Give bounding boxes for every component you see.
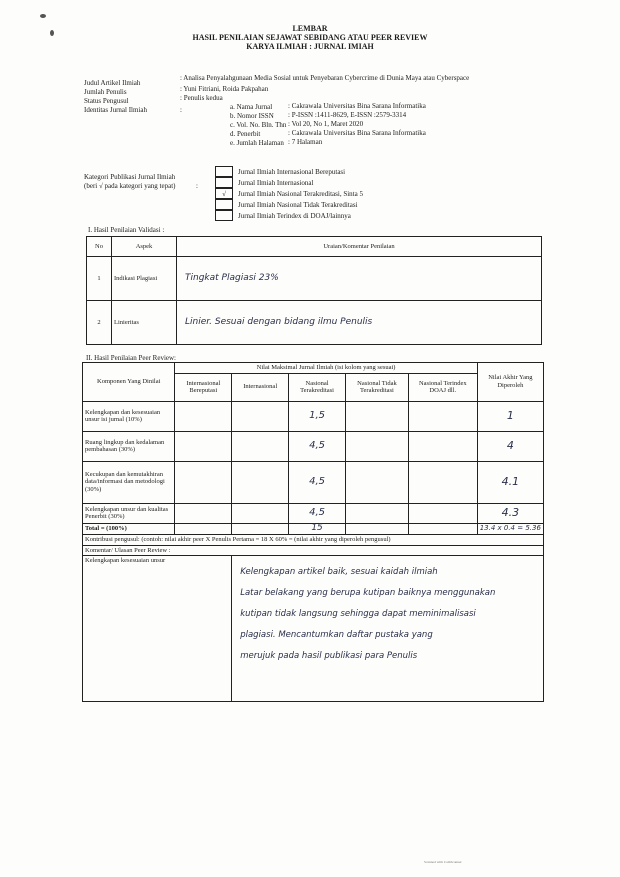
total-label: Total = (100%) — [83, 523, 175, 534]
head-uraian: Uraian/Komentar Penilaian — [177, 237, 542, 257]
subhead: Internasional Bereputasi — [175, 373, 232, 401]
komentar-line: Kelengkapan artikel baik, sesuai kaidah ilmiah — [240, 567, 438, 577]
validasi-table — [86, 236, 542, 345]
judul-label: Judul Artikel Ilmiah — [84, 79, 141, 87]
row-aspek: Linieritas — [112, 301, 177, 345]
judul-value: : Analisa Penyalahgunaan Media Sosial untuk Penyebaran Cybercrime di Dunia Maya atau Cyberspace — [180, 74, 470, 82]
row-komponen: Kecukupan dan kemutakhiran data/informasi dan metodologi (30%) — [83, 461, 175, 503]
table-row — [87, 301, 542, 345]
kontribusi-note: Kontribusi pengusul: (contoh: nilai akhir peer X Penulis Pertama = 18 X 60% = (nilai akhir yang diperoleh pengusul) — [83, 534, 544, 545]
komentar-line: plagiasi. Mencantumkan daftar pustaka yang — [240, 630, 433, 640]
komentar-aspek: Kelengkapan kesesuaian unsur — [83, 556, 232, 702]
peer-section-title: II. Hasil Penilaian Peer Review: — [86, 354, 177, 362]
scan-speck — [40, 14, 46, 18]
identitas-key: d. Penerbit — [230, 130, 261, 138]
identitas-value: : P-ISSN :1411-8629, E-ISSN :2579-3314 — [288, 111, 407, 119]
kategori-checkbox[interactable]: √ — [215, 188, 233, 199]
row-nasional: 4,5 — [289, 461, 346, 503]
kategori-checkbox[interactable] — [215, 166, 233, 177]
header-line-1: LEMBAR — [292, 24, 328, 33]
kategori-colon: : — [196, 182, 198, 190]
kategori-hint: (beri √ pada kategori yang tepat) — [84, 182, 176, 190]
komentar-line: Latar belakang yang berupa kutipan baiknya menggunakan — [240, 588, 496, 598]
head-komponen: Komponen Yang Dinilai — [83, 363, 175, 402]
row-komponen: Kelengkapan dan kesesuaian unsur isi jurnal (10%) — [83, 401, 175, 431]
head-nilai-max: Nilai Maksimal Jurnal Ilmiah (isi kolom yang sesuai) — [175, 363, 477, 374]
total-akhir: 13.4 x 0.4 = 5.36 — [477, 523, 543, 534]
row-no: 2 — [87, 301, 112, 345]
identitas-value: : Vol 20, No 1, Maret 2020 — [288, 120, 364, 128]
identitas-value: : Cakrawala Universitas Bina Sarana Informatika — [288, 102, 426, 110]
head-aspek: Aspek — [112, 237, 177, 257]
row-komentar: Linier. Sesuai dengan bidang ilmu Penulis — [177, 301, 542, 345]
komentar-box — [232, 556, 544, 702]
row-akhir: 4.1 — [477, 461, 543, 503]
head-nilai-akhir: Nilai Akhir Yang Diperoleh — [477, 363, 543, 402]
subhead: Nasional Terakreditasi — [289, 373, 346, 401]
identitas-key: e. Jumlah Halaman — [230, 139, 284, 147]
identitas-key: b. Nomor ISSN — [230, 112, 274, 120]
header-line-2: HASIL PENILAIAN SEJAWAT SEBIDANG ATAU PEER REVIEW — [192, 33, 428, 42]
kategori-option-label: Jurnal Ilmiah Terindex di DOAJ/lainnya — [238, 212, 351, 220]
subhead: Nasional Tidak Terakreditasi — [346, 373, 409, 401]
kategori-checkbox[interactable] — [215, 177, 233, 188]
row-no: 1 — [87, 257, 112, 301]
table-row — [83, 461, 544, 503]
row-komponen: Kelengkapan unsur dan kualitas Penerbit (30%) — [83, 503, 175, 523]
table-row — [83, 503, 544, 523]
kategori-option-label: Jurnal Ilmiah Internasional — [238, 179, 314, 187]
row-nasional: 4,5 — [289, 431, 346, 461]
row-akhir: 1 — [477, 401, 543, 431]
identitas-key: c. Vol. No. Bln. Thn — [230, 121, 287, 129]
row-akhir: 4.3 — [477, 503, 543, 523]
identitas-key: a. Nama Jurnal — [230, 103, 273, 111]
scan-footer: Scanned with CamScanner — [424, 860, 462, 864]
table-row — [83, 401, 544, 431]
row-aspek: Indikasi Plagiasi — [112, 257, 177, 301]
row-komentar: Tingkat Plagiasi 23% — [177, 257, 542, 301]
kategori-option-label: Jurnal Ilmiah Nasional Terakreditasi, Sinta 5 — [238, 190, 363, 198]
table-row — [87, 257, 542, 301]
komentar-line: merujuk pada hasil publikasi para Penulis — [240, 651, 418, 661]
kategori-option-label: Jurnal Ilmiah Internasional Bereputasi — [238, 168, 346, 176]
row-nasional: 1,5 — [289, 401, 346, 431]
kategori-option-label: Jurnal Ilmiah Nasional Tidak Terakreditasi — [238, 201, 358, 209]
kategori-checkbox[interactable] — [215, 199, 233, 210]
row-akhir: 4 — [477, 431, 543, 461]
validasi-section-title: I. Hasil Penilaian Validasi : — [88, 226, 165, 234]
kategori-label: Kategori Publikasi Jurnal Ilmiah — [84, 173, 176, 181]
jumlah-label: Jumlah Penulis — [84, 88, 127, 96]
status-value: : Penulis kedua — [180, 94, 223, 102]
jumlah-value: : Yuni Fitriani, Roida Pakpahan — [180, 85, 269, 93]
table-row — [83, 431, 544, 461]
row-komponen: Ruang lingkup dan kedalaman pembahasan (30%) — [83, 431, 175, 461]
total-nasional: 15 — [289, 523, 346, 534]
subhead: Internasional — [232, 373, 289, 401]
komentar-line: kutipan tidak langsung sehingga dapat meminimalisasi — [240, 609, 476, 619]
header-line-3: KARYA ILMIAH : JURNAL IMIAH — [246, 42, 374, 51]
identitas-colon: : — [180, 106, 182, 114]
peer-table — [82, 362, 544, 702]
table-row-total — [83, 523, 544, 534]
komentar-title: Komentar/ Ulasan Peer Review : — [83, 545, 544, 556]
identitas-value: : Cakrawala Universitas Bina Sarana Informatika — [288, 129, 426, 137]
subhead: Nasional Terindex DOAJ dll. — [408, 373, 477, 401]
head-no: No — [87, 237, 112, 257]
identitas-label: Identitas Jurnal Ilmiah — [84, 106, 147, 114]
identitas-value: : 7 Halaman — [288, 138, 323, 146]
kategori-checkbox[interactable] — [215, 210, 233, 221]
status-label: Status Pengusul — [84, 97, 129, 105]
row-nasional: 4,5 — [289, 503, 346, 523]
